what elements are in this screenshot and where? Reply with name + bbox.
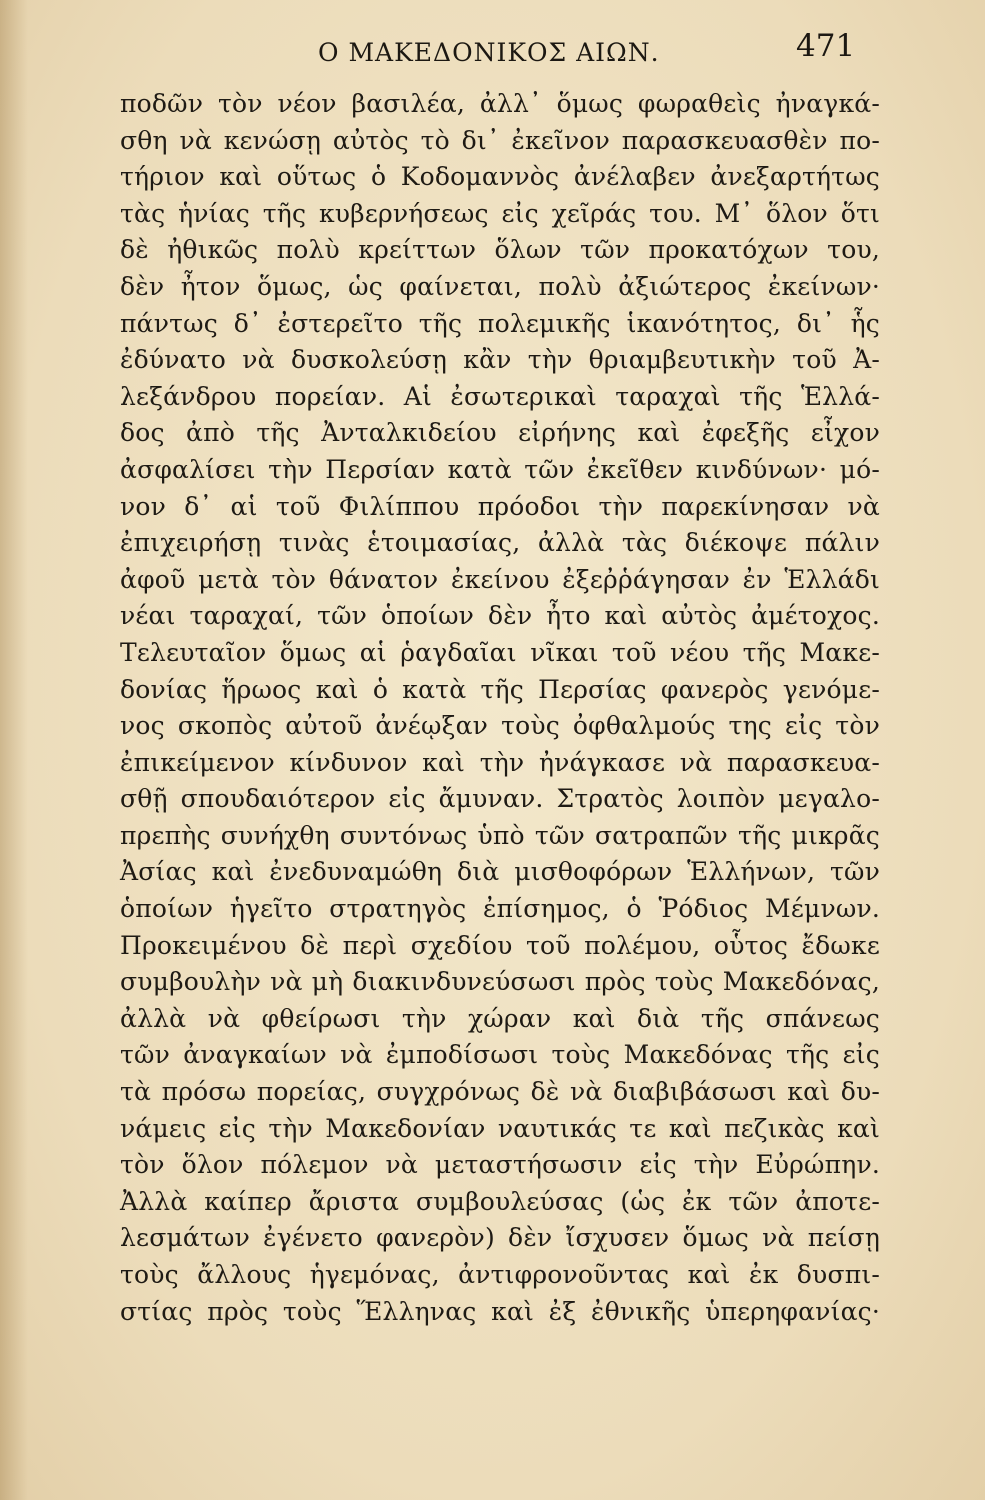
page-number: 471 [796, 28, 856, 64]
text-line: ἀλλὰ νὰ φθείρωσι τὴν χώραν καὶ διὰ τῆς σπάνεως [120, 1003, 880, 1033]
spine-shadow [0, 0, 28, 1500]
text-line: Ἀλλὰ καίπερ ἄριστα συμβουλεύσας (ὡς ἐκ τῶν ἀποτε- [120, 1186, 880, 1216]
text-line: τοὺς ἄλλους ἡγεμόνας, ἀντιφρονοῦντας καὶ ἐκ δυσπι- [120, 1260, 880, 1289]
text-line: Προκειμένου δὲ περὶ σχεδίου τοῦ πολέμου, οὗτος ἔδωκε [120, 930, 880, 960]
text-line: λεσμάτων ἐγένετο φανερὸν) δὲν ἴσχυσεν ὅμως νὰ πείσῃ [120, 1223, 880, 1253]
text-line: δος ἀπὸ τῆς Ἀνταλκιδείου εἰρήνης καὶ ἐφεξῆς εἶχον [120, 418, 880, 448]
text-line: ἀσφαλίσει τὴν Περσίαν κατὰ τῶν ἐκεῖθεν κινδύνων· μό- [120, 454, 880, 484]
text-line: δονίας ἥρωος καὶ ὁ κατὰ τῆς Περσίας φανερὸς γενόμε- [120, 674, 880, 704]
text-line: νος σκοπὸς αὐτοῦ ἀνέῳξαν τοὺς ὀφθαλμούς της εἰς τὸν [120, 711, 880, 741]
running-title: Ο ΜΑΚΕΔΟΝΙΚΟΣ ΑΙΩΝ. [318, 38, 660, 67]
text-line: ἀφοῦ μετὰ τὸν θάνατον ἐκείνου ἐξεῤῥάγησαν ἐν Ἑλλάδι [120, 564, 880, 594]
text-line: δὲν ἦτον ὅμως, ὡς φαίνεται, πολὺ ἀξιώτερος ἐκείνων· [120, 271, 880, 301]
text-line: νον δ᾽ αἱ τοῦ Φιλίππου πρόοδοι τὴν παρεκίνησαν νὰ [120, 491, 880, 521]
text-line: ἐπικείμενον κίνδυνον καὶ τὴν ἠνάγκασε νὰ παρασκευα- [120, 747, 880, 777]
text-line: νέαι ταραχαί, τῶν ὁποίων δὲν ἦτο καὶ αὐτὸς ἀμέτοχος. [120, 601, 880, 631]
text-line: σθῇ σπουδαιότερον εἰς ἄμυναν. Στρατὸς λοιπὸν μεγαλο- [120, 784, 880, 814]
text-line: ἐπιχειρήσῃ τινὰς ἑτοιμασίας, ἀλλὰ τὰς διέκοψε πάλιν [120, 528, 880, 558]
body-text [120, 86, 880, 1330]
text-line: τῶν ἀναγκαίων νὰ ἐμποδίσωσι τοὺς Μακεδόνας τῆς εἰς [120, 1040, 880, 1070]
text-line: τήριον καὶ οὕτως ὁ Κοδομαννὸς ἀνέλαβεν ἀνεξαρτήτως [120, 162, 880, 192]
text-line: λεξάνδρου πορείαν. Αἱ ἐσωτερικαὶ ταραχαὶ τῆς Ἑλλά- [120, 381, 880, 411]
text-line: Ἀσίας καὶ ἐνεδυναμώθη διὰ μισθοφόρων Ἑλλήνων, τῶν [120, 857, 880, 887]
text-line: σθη νὰ κενώσῃ αὐτὸς τὸ δι᾽ ἐκεῖνον παρασκευασθὲν πο- [120, 125, 880, 155]
text-line: ὁποίων ἡγεῖτο στρατηγὸς ἐπίσημος, ὁ Ῥόδιος Μέμνων. [120, 894, 880, 924]
text-line: δὲ ἠθικῶς πολὺ κρείττων ὅλων τῶν προκατόχων του, [120, 235, 880, 265]
text-line: πρεπὴς συνήχθη συντόνως ὑπὸ τῶν σατραπῶν τῆς μικρᾶς [120, 820, 880, 850]
text-line: τὰ πρόσω πορείας, συγχρόνως δὲ νὰ διαβιβάσωσι καὶ δυ- [120, 1077, 880, 1107]
text-line: συμβουλὴν νὰ μὴ διακινδυνεύσωσι πρὸς τοὺς Μακεδόνας, [120, 967, 880, 997]
text-line: τὰς ἡνίας τῆς κυβερνήσεως εἰς χεῖράς του. Μ᾽ ὅλον ὅτι [120, 198, 880, 228]
text-line: τὸν ὅλον πόλεμον νὰ μεταστήσωσιν εἰς τὴν Εὐρώπην. [120, 1150, 880, 1180]
text-line: Τελευταῖον ὅμως αἱ ῥαγδαῖαι νῖκαι τοῦ νέου τῆς Μακε- [120, 637, 880, 667]
text-line: ἐδύνατο νὰ δυσκολεύσῃ κἂν τὴν θριαμβευτικὴν τοῦ Ἀ- [120, 345, 880, 375]
text-line: πάντως δ᾽ ἐστερεῖτο τῆς πολεμικῆς ἱκανότητος, δι᾽ ἧς [120, 308, 880, 338]
text-line: στίας πρὸς τοὺς Ἕλληνας καὶ ἐξ ἐθνικῆς ὑπερηφανίας· [120, 1296, 880, 1326]
running-head [0, 28, 985, 78]
text-line: νάμεις εἰς τὴν Μακεδονίαν ναυτικάς τε καὶ πεζικὰς καὶ [120, 1113, 880, 1143]
text-line: ποδῶν τὸν νέον βασιλέα, ἀλλ᾽ ὅμως φωραθεὶς ἠναγκά- [120, 89, 880, 118]
